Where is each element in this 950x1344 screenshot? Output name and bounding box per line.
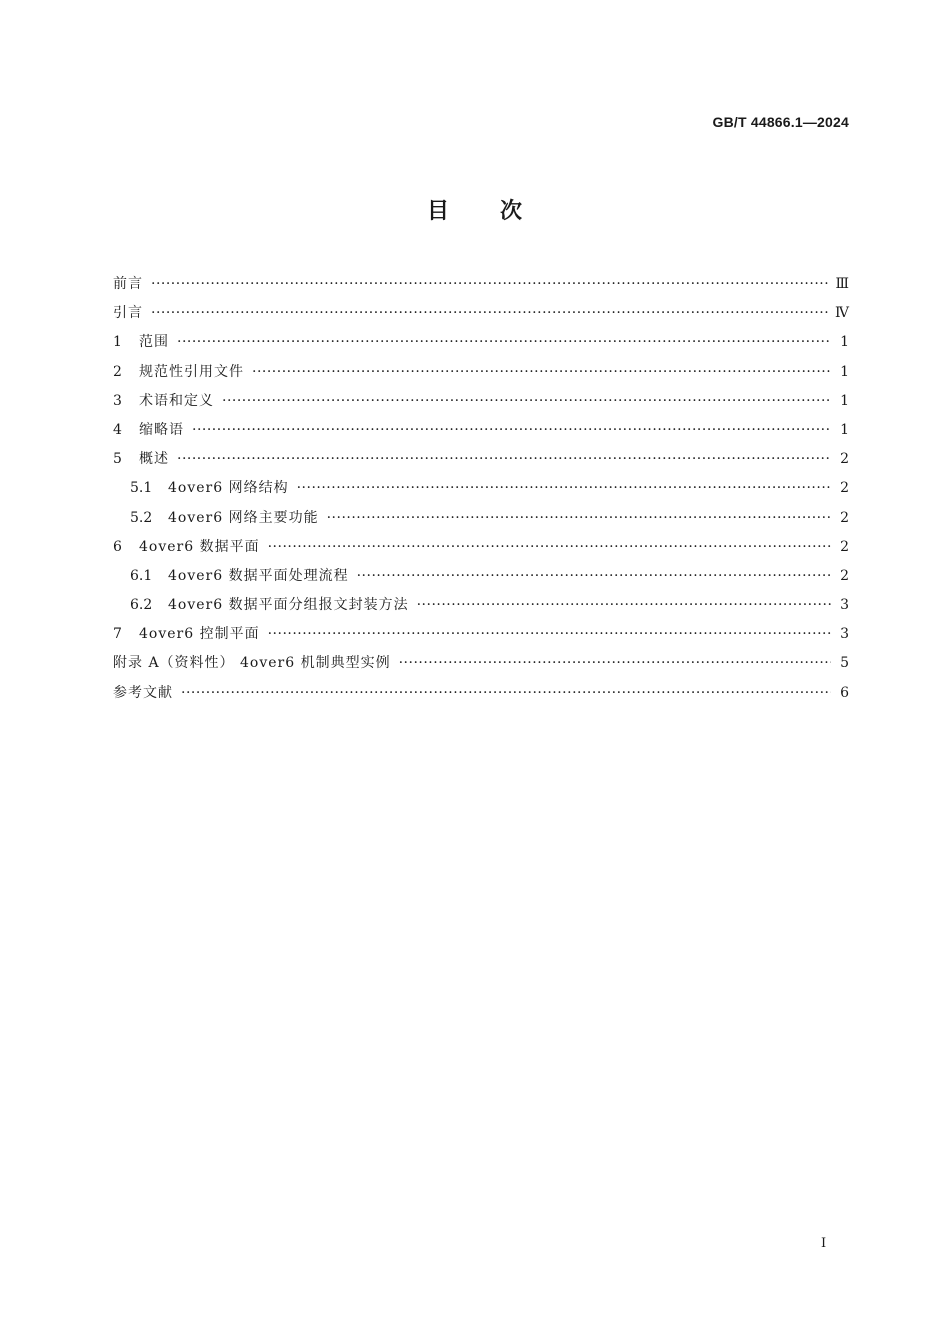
toc-entry-label: 规范性引用文件	[139, 363, 244, 380]
toc-title	[0, 194, 950, 225]
toc-entry-6-2[interactable]	[113, 591, 849, 620]
toc-entry-page: 1	[840, 421, 849, 438]
toc-entry-number: 2	[113, 363, 122, 380]
toc-entry-7[interactable]	[113, 620, 849, 649]
toc-entry-number: 5.2	[130, 509, 153, 526]
page-number: I	[821, 1236, 827, 1251]
toc-leader-dots	[177, 445, 831, 474]
toc-entry-number: 6	[113, 538, 122, 555]
toc-entry-appendix-a[interactable]	[113, 649, 849, 678]
toc-leader-dots	[268, 620, 831, 649]
toc-entry-6[interactable]	[113, 533, 849, 562]
toc-entry-label: 概述	[139, 451, 169, 468]
toc-entry-page: 3	[840, 597, 849, 614]
toc-leader-dots	[357, 562, 831, 591]
toc-entry-introduction[interactable]	[113, 299, 849, 328]
toc-leader-dots	[399, 649, 831, 678]
toc-entry-page: 3	[840, 626, 849, 643]
toc-entry-label: 4over6 数据平面处理流程	[168, 567, 349, 584]
toc-entry-5-1[interactable]	[113, 474, 849, 503]
toc-entry-label: 附录 A（资料性） 4over6 机制典型实例	[113, 655, 391, 672]
toc-entry-3[interactable]	[113, 387, 849, 416]
toc-entry-label: 4over6 数据平面分组报文封装方法	[168, 597, 409, 614]
toc-entry-page: Ⅲ	[835, 276, 849, 292]
toc-list	[113, 270, 849, 708]
toc-leader-dots	[268, 533, 831, 562]
toc-entry-label: 4over6 网络主要功能	[168, 509, 319, 526]
toc-entry-6-1[interactable]	[113, 562, 849, 591]
toc-entry-label: 术语和定义	[139, 392, 214, 409]
toc-entry-page: 2	[840, 480, 849, 497]
toc-entry-5[interactable]	[113, 445, 849, 474]
toc-entry-label: 前言	[113, 276, 143, 292]
toc-leader-dots	[252, 358, 831, 387]
toc-title-left: 目	[426, 199, 450, 224]
toc-entry-page: 5	[840, 655, 849, 672]
toc-entry-number: 5	[113, 451, 122, 468]
toc-leader-dots	[222, 387, 831, 416]
toc-entry-number: 7	[113, 626, 122, 643]
toc-entry-number: 1	[113, 334, 122, 351]
toc-entry-page: 2	[840, 451, 849, 468]
toc-leader-dots	[327, 504, 831, 533]
toc-leader-dots	[151, 270, 829, 299]
toc-title-right: 次	[500, 199, 524, 224]
toc-entry-label: 参考文献	[113, 684, 173, 701]
toc-entry-number: 6.1	[130, 567, 153, 584]
toc-entry-5-2[interactable]	[113, 504, 849, 533]
toc-entry-number: 4	[113, 421, 122, 438]
toc-entry-page: 1	[840, 334, 849, 351]
toc-entry-page: 2	[840, 538, 849, 555]
toc-leader-dots	[297, 474, 831, 503]
toc-entry-number: 5.1	[130, 480, 153, 497]
toc-entry-page: 1	[840, 392, 849, 409]
toc-entry-label: 4over6 数据平面	[139, 538, 260, 555]
toc-entry-page: 2	[840, 509, 849, 526]
toc-entry-page: 1	[840, 363, 849, 380]
toc-entry-foreword[interactable]	[113, 270, 849, 299]
toc-entry-label: 范围	[139, 334, 169, 351]
toc-entry-label: 4over6 控制平面	[139, 626, 260, 643]
toc-entry-page: Ⅳ	[835, 305, 849, 322]
toc-leader-dots	[151, 299, 829, 328]
toc-entry-page: 2	[840, 567, 849, 584]
toc-entry-4[interactable]	[113, 416, 849, 445]
toc-entry-label: 4over6 网络结构	[168, 480, 289, 497]
toc-entry-bibliography[interactable]	[113, 679, 849, 708]
toc-leader-dots	[181, 679, 831, 708]
toc-entry-label: 引言	[113, 305, 143, 322]
toc-leader-dots	[177, 328, 831, 357]
toc-entry-label: 缩略语	[139, 421, 184, 438]
toc-entry-1[interactable]	[113, 328, 849, 357]
toc-entry-page: 6	[840, 684, 849, 701]
toc-entry-number: 6.2	[130, 597, 153, 614]
document-code: GB/T 44866.1—2024	[712, 114, 849, 130]
toc-entry-2[interactable]	[113, 358, 849, 387]
toc-entry-number: 3	[113, 392, 122, 409]
toc-leader-dots	[192, 416, 831, 445]
toc-leader-dots	[417, 591, 831, 620]
